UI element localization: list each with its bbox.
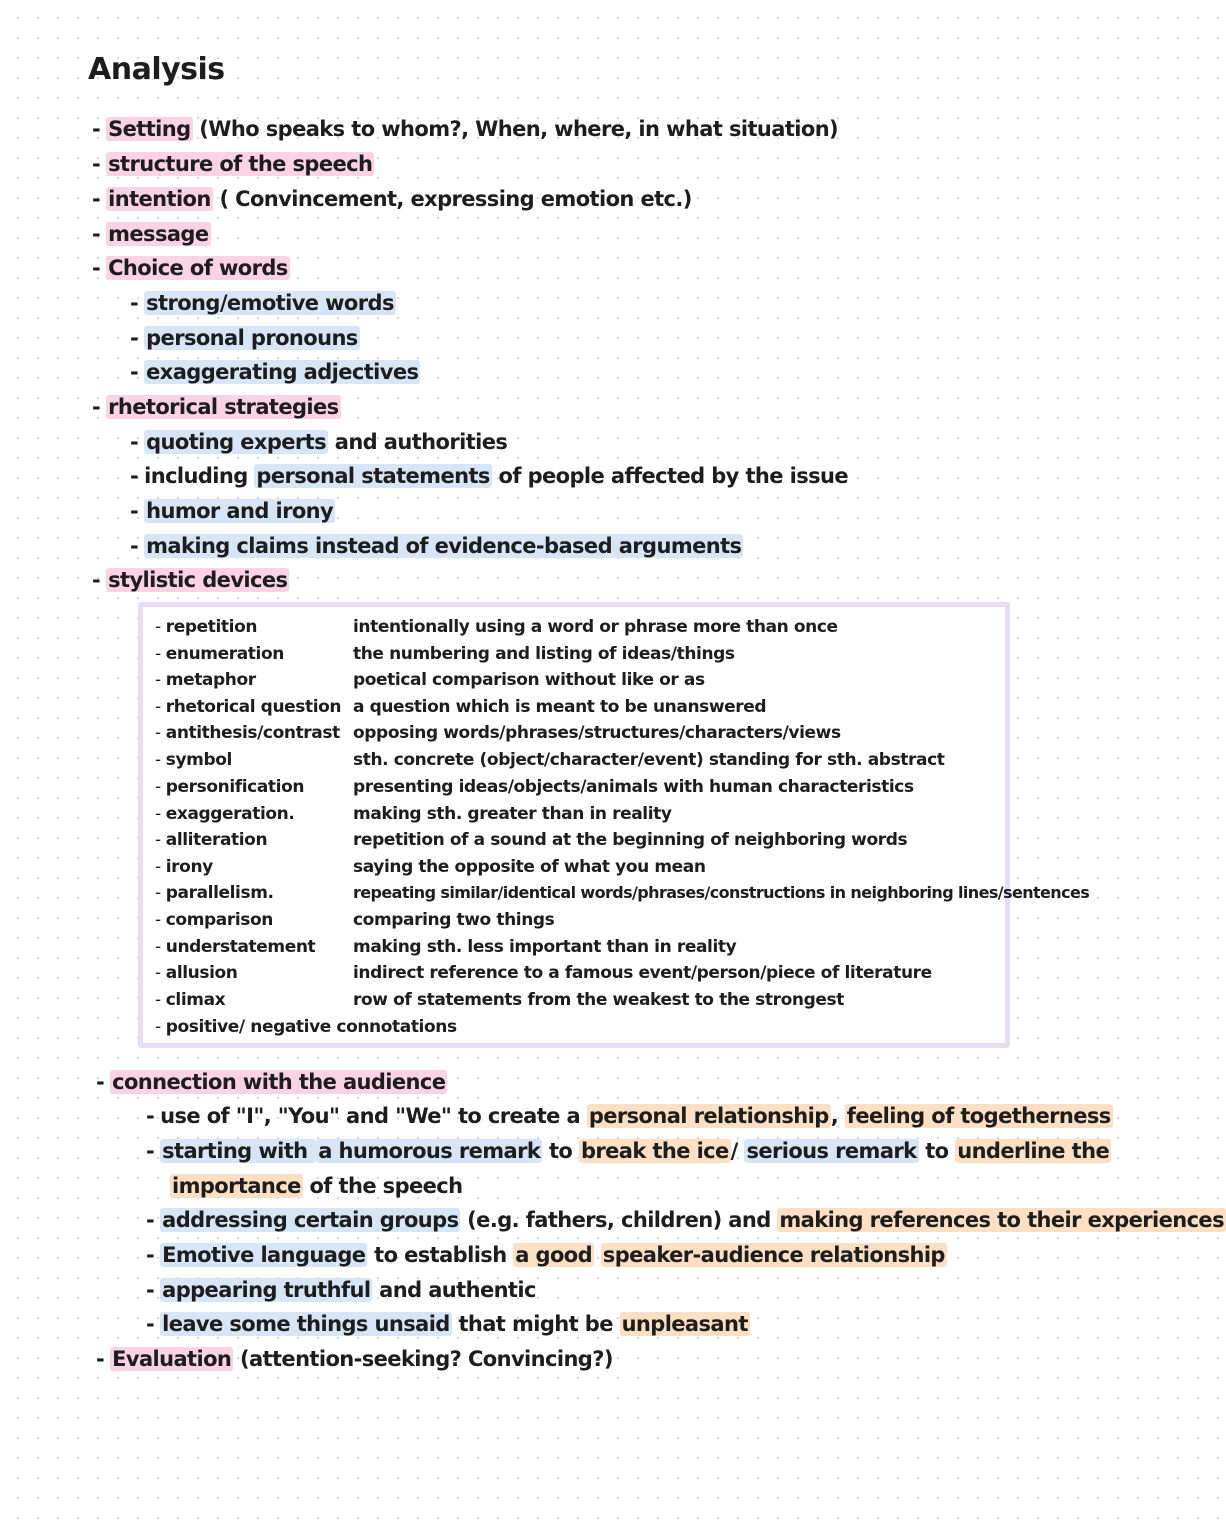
device-definition: row of statements from the weakest to the strongest: [353, 990, 844, 1010]
device-term: - comparison: [155, 910, 273, 930]
stylistic-devices-item: - stylistic devices: [92, 568, 288, 592]
connection-subitem: - appearing truthful and authentic: [146, 1278, 536, 1302]
device-term: - exaggeration.: [155, 804, 295, 824]
choice-subitem-label: strong/emotive words: [146, 291, 394, 315]
device-term: - enumeration: [155, 644, 284, 664]
connection-item: - connection with the audience: [96, 1070, 446, 1094]
choice-subitem: - strong/emotive words: [130, 291, 394, 315]
device-definition: sth. concrete (object/character/event) standing for sth. abstract: [353, 750, 945, 770]
device-term: - irony: [155, 857, 213, 877]
stylistic-devices-box: [138, 602, 1090, 1048]
device-definition: indirect reference to a famous event/person/piece of literature: [353, 963, 932, 983]
device-definition: opposing words/phrases/structures/characters/views: [353, 723, 841, 743]
connection-label: connection with the audience: [112, 1070, 446, 1094]
device-definition: comparing two things: [353, 910, 555, 930]
connection-subitem: - use of "I", "You" and "We" to create a personal relationship, feeling of togetherness: [146, 1104, 1111, 1128]
device-term: - personification: [155, 777, 305, 797]
strategy-text: of people affected by the issue: [491, 464, 849, 488]
structure-item: - structure of the speech: [92, 152, 373, 176]
device-definition: presenting ideas/objects/animals with human characteristics: [353, 777, 914, 797]
setting-note: (Who speaks to whom?, When, where, in what situation): [199, 117, 839, 141]
choice-subitem-label: personal pronouns: [146, 326, 358, 350]
choice-subitem: - personal pronouns: [130, 326, 358, 350]
strategy-text: including: [144, 464, 255, 488]
intention-note: ( Convincement, expressing emotion etc.): [219, 187, 692, 211]
strategy-highlight: quoting experts: [146, 430, 327, 454]
rhetorical-strategies-label: rhetorical strategies: [108, 395, 339, 419]
strategy-subitem: - quoting experts and authorities: [130, 430, 508, 454]
choice-subitem: - exaggerating adjectives: [130, 360, 419, 384]
strategy-highlight: humor and irony: [146, 499, 334, 523]
choice-of-words-label: Choice of words: [108, 256, 288, 280]
message-label: message: [108, 222, 209, 246]
device-definition: intentionally using a word or phrase more than once: [353, 617, 838, 637]
strategy-text: and authorities: [328, 430, 508, 454]
page-title: Analysis: [88, 52, 225, 87]
stylistic-devices-label: stylistic devices: [108, 568, 288, 592]
connection-subitem: - Emotive language to establish a good speaker-audience relationship: [146, 1243, 945, 1267]
device-definition: saying the opposite of what you mean: [353, 857, 706, 877]
device-term: - positive/ negative connotations: [155, 1017, 457, 1037]
device-term: - alliteration: [155, 830, 268, 850]
connection-subitem: - addressing certain groups (e.g. fathers, children) and making references to their experiences: [146, 1208, 1224, 1232]
device-term: - rhetorical question: [155, 697, 342, 717]
choice-subitem-label: exaggerating adjectives: [146, 360, 419, 384]
connection-subitem: - starting with a humorous remark to break the ice/ serious remark to underline the: [146, 1139, 1110, 1163]
connection-subitem: - leave some things unsaid that might be unpleasant: [146, 1312, 748, 1336]
device-definition: repeating similar/identical words/phrases/constructions in neighboring lines/sentences: [353, 883, 1090, 902]
setting-item: - Setting (Who speaks to whom?, When, where, in what situation): [92, 117, 839, 141]
intention-item: - intention ( Convincement, expressing emotion etc.): [92, 187, 692, 211]
device-term: - allusion: [155, 963, 238, 983]
evaluation-label: Evaluation: [112, 1347, 232, 1371]
strategy-highlight: making claims instead of evidence-based arguments: [146, 534, 742, 558]
device-definition: repetition of a sound at the beginning of neighboring words: [353, 830, 908, 850]
strategy-subitem: - making claims instead of evidence-based arguments: [130, 534, 742, 558]
choice-of-words-item: - Choice of words: [92, 256, 288, 280]
device-term: - antithesis/contrast: [155, 723, 340, 743]
device-term: - symbol: [155, 750, 232, 770]
strategy-highlight: personal statements: [256, 464, 490, 488]
message-item: - message: [92, 222, 209, 246]
strategy-subitem: - humor and irony: [130, 499, 334, 523]
intention-label: intention: [108, 187, 211, 211]
device-term: - repetition: [155, 617, 258, 637]
device-definition: a question which is meant to be unanswered: [353, 697, 767, 717]
device-term: - metaphor: [155, 670, 256, 690]
rhetorical-strategies-item: - rhetorical strategies: [92, 395, 339, 419]
structure-label: structure of the speech: [108, 152, 373, 176]
device-definition: making sth. greater than in reality: [353, 804, 672, 824]
device-term: - understatement: [155, 937, 316, 957]
device-definition: making sth. less important than in reality: [353, 937, 737, 957]
device-definition: the numbering and listing of ideas/things: [353, 644, 735, 664]
device-term: - parallelism.: [155, 883, 274, 903]
evaluation-item: - Evaluation (attention-seeking? Convincing?): [96, 1347, 613, 1371]
device-definition: poetical comparison without like or as: [353, 670, 705, 690]
evaluation-note: (attention-seeking? Convincing?): [239, 1347, 613, 1371]
setting-label: Setting: [108, 117, 191, 141]
connection-subitem-continued: importance of the speech: [172, 1174, 463, 1198]
device-term: - climax: [155, 990, 226, 1010]
strategy-subitem: - including personal statements of people affected by the issue: [130, 464, 849, 488]
